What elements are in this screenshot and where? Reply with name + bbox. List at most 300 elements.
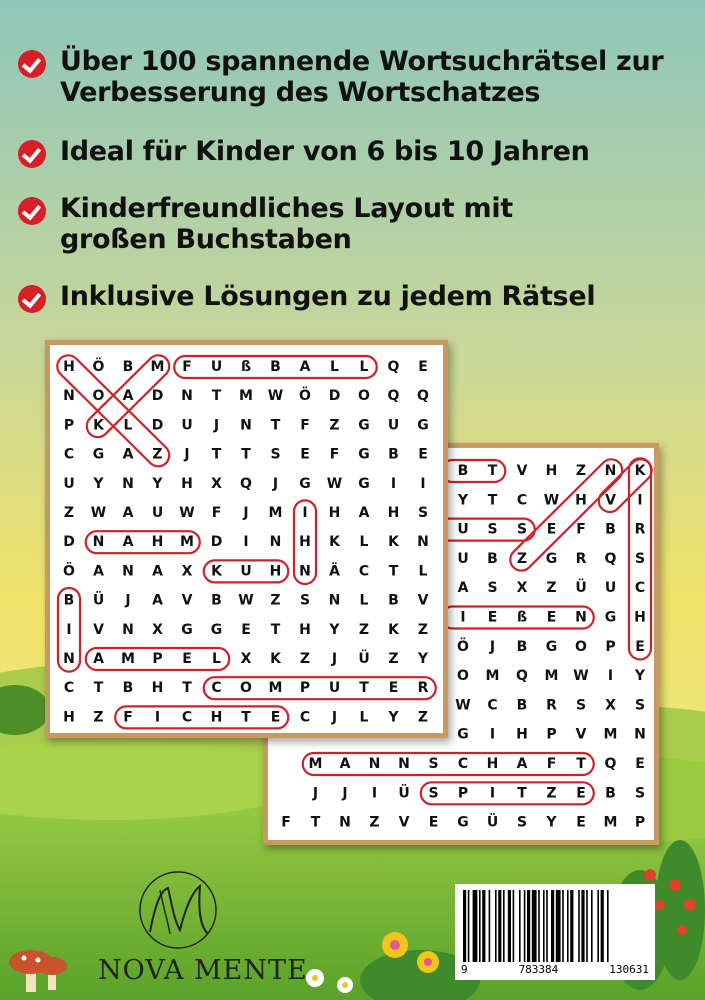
- grid-letter: B: [388, 592, 399, 609]
- grid-letter: Z: [152, 446, 163, 463]
- grid-letter: M: [308, 756, 323, 772]
- grid-letter: Z: [546, 580, 557, 597]
- grid-letter: Z: [516, 550, 528, 567]
- grid-letter: Z: [93, 709, 104, 726]
- grid-letter: J: [331, 651, 338, 667]
- grid-letter: E: [388, 680, 399, 697]
- isbn-barcode: [455, 884, 655, 980]
- grid-letter: K: [329, 534, 340, 551]
- barcode-bar: [524, 890, 526, 962]
- barcode-bar: [551, 890, 554, 962]
- feature-2: [18, 136, 590, 168]
- grid-letter: R: [417, 680, 429, 697]
- grid-letter: L: [123, 417, 133, 434]
- grid-letter: Z: [417, 621, 429, 638]
- grid-letter: B: [122, 680, 134, 697]
- grid-letter: I: [371, 785, 378, 802]
- feature-3: [18, 193, 540, 255]
- grid-letter: D: [63, 534, 75, 551]
- grid-letter: D: [328, 388, 341, 405]
- feature-text: Über 100 spannende Wortsuchrätsel zur Verbesserung des Wortschatzes: [60, 46, 664, 108]
- grid-letter: J: [125, 592, 131, 609]
- grid-letter: H: [486, 756, 499, 772]
- grid-letter: N: [634, 726, 646, 743]
- grid-letter: Y: [546, 814, 557, 831]
- grid-letter: K: [634, 463, 646, 479]
- grid-letter: T: [359, 680, 369, 697]
- grid-letter: Ä: [329, 563, 340, 580]
- grid-letter: N: [240, 417, 252, 434]
- grid-letter: T: [241, 709, 251, 726]
- grid-letter: A: [358, 505, 370, 521]
- grid-letter: U: [604, 580, 617, 597]
- grid-letter: X: [516, 580, 528, 597]
- grid-letter: S: [417, 505, 429, 521]
- grid-letter: I: [420, 475, 426, 492]
- grid-letter: F: [300, 417, 310, 434]
- grid-letter: G: [417, 417, 429, 434]
- feature-text: Kinderfreundliches Layout mit großen Buchstaben: [60, 193, 513, 255]
- grid-letter: T: [487, 492, 498, 509]
- grid-letter: Z: [575, 463, 587, 479]
- grid-letter: G: [457, 726, 469, 743]
- grid-letter: G: [545, 550, 558, 567]
- checkmark-icon: [18, 197, 46, 225]
- grid-letter: O: [575, 638, 587, 655]
- grid-letter: E: [487, 609, 498, 626]
- grid-letter: S: [516, 521, 528, 538]
- grid-letter: A: [122, 534, 134, 551]
- barcode-bar: [607, 890, 609, 962]
- grid-letter: A: [457, 580, 469, 597]
- grid-letter: Q: [387, 388, 400, 405]
- grid-letter: A: [122, 388, 134, 405]
- grid-letter: X: [152, 621, 163, 638]
- grid-letter: T: [241, 446, 251, 463]
- grid-letter: L: [212, 651, 221, 667]
- grid-letter: E: [182, 651, 192, 667]
- grid-letter: J: [184, 446, 190, 463]
- barcode-bar: [597, 890, 599, 962]
- grid-letter: P: [63, 417, 75, 434]
- feature-1: [18, 46, 705, 108]
- grid-letter: H: [269, 563, 282, 580]
- grid-letter: N: [63, 388, 75, 405]
- grid-letter: N: [122, 475, 134, 492]
- grid-letter: I: [154, 709, 161, 726]
- grid-letter: H: [575, 492, 587, 509]
- grid-letter: C: [634, 580, 646, 597]
- grid-letter: W: [179, 505, 195, 521]
- grid-letter: M: [603, 726, 618, 743]
- grid-letter: I: [390, 475, 397, 492]
- barcode-bar: [581, 890, 584, 962]
- grid-letter: J: [243, 505, 249, 521]
- barcode-bar: [508, 890, 511, 962]
- grid-letter: Z: [63, 505, 75, 521]
- grid-letter: Y: [417, 651, 429, 667]
- grid-letter: G: [358, 475, 370, 492]
- barcode-bar: [479, 890, 481, 962]
- grid-letter: U: [387, 417, 400, 434]
- grid-letter: Ü: [398, 785, 410, 802]
- grid-letter: Q: [604, 550, 617, 567]
- grid-letter: N: [181, 388, 193, 405]
- grid-letter: C: [487, 697, 498, 714]
- grid-letter: V: [605, 492, 616, 509]
- grid-letter: E: [546, 521, 557, 538]
- grid-letter: A: [299, 359, 311, 375]
- grid-letter: B: [388, 446, 399, 463]
- grid-letter: W: [573, 668, 589, 685]
- grid-letter: B: [270, 359, 281, 375]
- grid-letter: I: [243, 534, 249, 551]
- grid-letter: Y: [388, 709, 399, 726]
- grid-letter: E: [576, 814, 586, 831]
- grid-letter: Y: [634, 668, 646, 685]
- grid-letter: P: [546, 726, 557, 743]
- grid-letter: T: [211, 446, 222, 463]
- feature-text: Inklusive Lösungen zu jedem Rätsel: [60, 281, 596, 312]
- grid-letter: S: [487, 521, 498, 538]
- grid-letter: Q: [240, 475, 252, 492]
- grid-letter: M: [268, 505, 283, 521]
- grid-letter: N: [575, 609, 587, 626]
- grid-letter: U: [240, 563, 252, 580]
- grid-letter: F: [281, 814, 291, 831]
- grid-letter: E: [270, 709, 281, 726]
- grid-letter: G: [181, 621, 193, 638]
- grid-letter: K: [93, 417, 104, 434]
- grid-letter: F: [123, 709, 133, 726]
- barcode-bar: [489, 890, 491, 962]
- grid-letter: U: [63, 475, 75, 492]
- grid-letter: L: [330, 359, 339, 375]
- barcode-bar: [546, 890, 548, 962]
- grid-letter: O: [240, 680, 252, 697]
- grid-letter: F: [211, 505, 222, 521]
- grid-letter: G: [457, 814, 469, 831]
- grid-letter: T: [270, 417, 281, 434]
- grid-letter: B: [605, 785, 616, 802]
- grid-letter: K: [388, 534, 399, 551]
- grid-letter: H: [181, 475, 193, 492]
- grid-letter: G: [92, 446, 105, 463]
- grid-letter: P: [152, 651, 163, 667]
- grid-letter: Z: [388, 651, 399, 667]
- grid-letter: W: [455, 697, 471, 714]
- grid-letter: W: [267, 388, 284, 405]
- grid-letter: S: [428, 756, 439, 772]
- grid-letter: N: [328, 592, 341, 609]
- grid-letter: C: [63, 446, 75, 463]
- grid-letter: Ö: [63, 563, 75, 580]
- grid-letter: M: [121, 651, 135, 667]
- grid-letter: D: [151, 417, 164, 434]
- grid-letter: I: [637, 492, 643, 509]
- barcode-bar: [468, 890, 470, 962]
- grid-letter: E: [546, 609, 557, 626]
- grid-letter: U: [457, 521, 469, 538]
- grid-letter: T: [211, 388, 222, 405]
- grid-letter: H: [328, 505, 341, 521]
- grid-letter: E: [576, 785, 586, 802]
- grid-letter: H: [210, 709, 223, 726]
- grid-letter: W: [90, 505, 107, 521]
- grid-letter: K: [388, 621, 399, 638]
- grid-letter: E: [428, 814, 439, 831]
- grid-letter: P: [299, 680, 311, 697]
- barcode-bar: [503, 890, 505, 962]
- barcode-bar: [601, 890, 604, 962]
- grid-letter: C: [358, 563, 370, 580]
- grid-letter: P: [457, 785, 469, 802]
- grid-letter: T: [93, 680, 104, 697]
- grid-letter: H: [387, 505, 400, 521]
- grid-letter: B: [457, 463, 469, 479]
- grid-letter: Z: [546, 785, 557, 802]
- grid-letter: Q: [516, 668, 528, 685]
- grid-letter: Ö: [299, 388, 311, 405]
- grid-letter: N: [299, 563, 311, 580]
- grid-letter: K: [270, 651, 281, 667]
- grid-letter: H: [545, 463, 558, 479]
- grid-letter: M: [180, 534, 194, 551]
- grid-letter: A: [93, 563, 104, 580]
- grid-letter: B: [211, 592, 222, 609]
- grid-letter: T: [517, 785, 527, 802]
- checkmark-icon: [18, 50, 46, 78]
- grid-letter: G: [358, 417, 370, 434]
- grid-letter: A: [152, 592, 163, 609]
- grid-letter: L: [359, 359, 369, 375]
- grid-letter: Q: [417, 388, 429, 405]
- grid-letter: U: [328, 680, 341, 697]
- grid-letter: N: [122, 563, 134, 580]
- grid-letter: Y: [93, 475, 104, 492]
- grid-letter: C: [181, 709, 193, 726]
- grid-letter: Q: [387, 359, 400, 375]
- barcode-bar: [543, 890, 545, 962]
- grid-letter: Y: [457, 492, 469, 509]
- grid-letter: B: [605, 521, 616, 538]
- grid-letter: P: [634, 814, 646, 831]
- grid-letter: G: [210, 621, 223, 638]
- grid-letter: J: [272, 475, 279, 492]
- grid-letter: T: [182, 680, 192, 697]
- grid-letter: U: [181, 417, 193, 434]
- grid-letter: A: [152, 563, 163, 580]
- grid-letter: U: [151, 505, 164, 521]
- grid-letter: O: [358, 388, 370, 405]
- grid-letter: I: [489, 785, 496, 802]
- grid-letter: C: [299, 709, 311, 726]
- barcode-bar: [586, 890, 588, 962]
- isbn-group-2: 130631: [609, 963, 649, 976]
- grid-letter: G: [358, 446, 370, 463]
- grid-letter: H: [299, 621, 311, 638]
- grid-letter: N: [269, 534, 282, 551]
- grid-letter: O: [92, 388, 105, 405]
- grid-letter: Z: [329, 417, 340, 434]
- grid-letter: I: [607, 668, 614, 685]
- grid-letter: M: [603, 814, 618, 831]
- grid-letter: E: [635, 756, 645, 772]
- grid-letter: G: [604, 609, 617, 626]
- barcode-bar: [498, 890, 501, 962]
- grid-letter: T: [310, 814, 321, 831]
- grid-letter: A: [516, 756, 528, 772]
- grid-letter: E: [300, 446, 310, 463]
- grid-letter: S: [575, 697, 587, 714]
- grid-letter: L: [359, 592, 369, 609]
- grid-letter: B: [122, 359, 134, 375]
- grid-letter: N: [417, 534, 429, 551]
- word-highlight: [421, 782, 594, 804]
- grid-letter: J: [331, 709, 338, 726]
- grid-letter: N: [63, 651, 75, 667]
- isbn-number: [459, 963, 651, 976]
- grid-letter: P: [605, 638, 616, 655]
- grid-letter: R: [575, 550, 587, 567]
- grid-letter: W: [326, 475, 343, 492]
- grid-letter: B: [487, 550, 498, 567]
- grid-letter: I: [66, 621, 72, 638]
- grid-letter: V: [181, 592, 193, 609]
- grid-letter: Z: [270, 592, 281, 609]
- grid-letter: H: [63, 709, 75, 726]
- barcode-bar: [527, 890, 530, 962]
- grid-letter: F: [329, 446, 340, 463]
- grid-letter: F: [546, 756, 557, 772]
- barcode-bar: [538, 890, 540, 962]
- grid-letter: Y: [329, 621, 340, 638]
- checkmark-icon: [18, 285, 46, 313]
- grid-letter: Q: [604, 756, 617, 772]
- grid-letter: E: [635, 638, 645, 655]
- grid-letter: S: [270, 446, 281, 463]
- grid-letter: T: [487, 463, 498, 479]
- grid-letter: S: [634, 697, 646, 714]
- grid-letter: M: [268, 680, 283, 697]
- grid-letter: M: [544, 668, 559, 685]
- grid-letter: N: [339, 814, 351, 831]
- grid-letter: X: [605, 697, 616, 714]
- grid-letter: A: [339, 756, 351, 772]
- word-search-front: [45, 340, 448, 738]
- grid-letter: J: [312, 785, 319, 802]
- grid-letter: I: [302, 505, 308, 521]
- word-highlight: [115, 706, 288, 728]
- grid-letter: E: [418, 446, 428, 463]
- grid-letter: N: [92, 534, 105, 551]
- grid-letter: T: [270, 621, 281, 638]
- grid-letter: S: [299, 592, 311, 609]
- grid-letter: N: [604, 463, 617, 479]
- barcode-bar: [567, 890, 569, 962]
- grid-letter: X: [181, 563, 193, 580]
- isbn-lead: 9: [461, 963, 468, 976]
- grid-letter: H: [516, 726, 528, 743]
- grid-letter: L: [359, 709, 369, 726]
- grid-letter: N: [398, 756, 410, 772]
- grid-letter: H: [299, 534, 311, 551]
- grid-letter: C: [516, 492, 528, 509]
- front-grid: [50, 345, 443, 733]
- barcode-bar: [578, 890, 580, 962]
- grid-letter: L: [359, 534, 369, 551]
- grid-letter: A: [122, 446, 134, 463]
- grid-letter: S: [487, 580, 498, 597]
- grid-letter: Ü: [92, 592, 105, 609]
- barcode-bar: [473, 890, 478, 962]
- grid-letter: I: [489, 726, 496, 743]
- grid-letter: L: [418, 563, 428, 580]
- grid-letter: V: [516, 463, 528, 479]
- barcode-bar: [463, 890, 466, 962]
- grid-letter: ß: [516, 609, 528, 626]
- brand-name: NOVA MENTE: [98, 955, 308, 986]
- grid-letter: B: [63, 592, 75, 609]
- grid-letter: I: [460, 609, 466, 626]
- grid-letter: N: [368, 756, 381, 772]
- barcode-bar: [532, 890, 537, 962]
- grid-letter: G: [545, 638, 558, 655]
- grid-letter: M: [485, 668, 500, 685]
- grid-letter: Ü: [358, 651, 370, 667]
- barcode-bar: [495, 890, 497, 962]
- grid-letter: D: [151, 388, 164, 405]
- grid-letter: J: [342, 785, 348, 802]
- barcode-bar: [482, 890, 485, 962]
- grid-letter: B: [516, 697, 528, 714]
- grid-letter: V: [575, 726, 587, 743]
- barcode-bar: [519, 890, 521, 962]
- word-highlight: [204, 677, 436, 699]
- grid-letter: H: [634, 609, 646, 626]
- barcode-bar: [513, 890, 515, 962]
- grid-letter: M: [150, 359, 165, 375]
- grid-letter: F: [182, 359, 192, 375]
- grid-letter: K: [211, 563, 222, 580]
- checkmark-icon: [18, 140, 46, 168]
- grid-letter: M: [239, 388, 253, 405]
- isbn-group-1: 783384: [518, 963, 559, 976]
- grid-letter: Z: [369, 814, 380, 831]
- grid-letter: ß: [240, 359, 252, 375]
- grid-letter: G: [299, 475, 311, 492]
- feature-text: Ideal für Kinder von 6 bis 10 Jahren: [60, 136, 590, 167]
- grid-letter: D: [210, 534, 223, 551]
- grid-letter: H: [151, 534, 164, 551]
- grid-letter: V: [93, 621, 104, 638]
- grid-letter: C: [457, 756, 469, 772]
- grid-letter: Ü: [575, 580, 587, 597]
- grid-letter: J: [489, 638, 496, 655]
- grid-letter: V: [398, 814, 410, 831]
- grid-letter: Z: [417, 709, 429, 726]
- grid-letter: S: [634, 785, 646, 802]
- grid-letter: R: [546, 697, 557, 714]
- barcode-bar: [570, 890, 573, 962]
- grid-letter: C: [211, 680, 222, 697]
- grid-letter: H: [151, 680, 164, 697]
- grid-letter: O: [457, 668, 469, 685]
- grid-letter: N: [122, 621, 134, 638]
- grid-letter: A: [93, 651, 104, 667]
- grid-letter: Ö: [92, 359, 105, 375]
- grid-letter: C: [63, 680, 75, 697]
